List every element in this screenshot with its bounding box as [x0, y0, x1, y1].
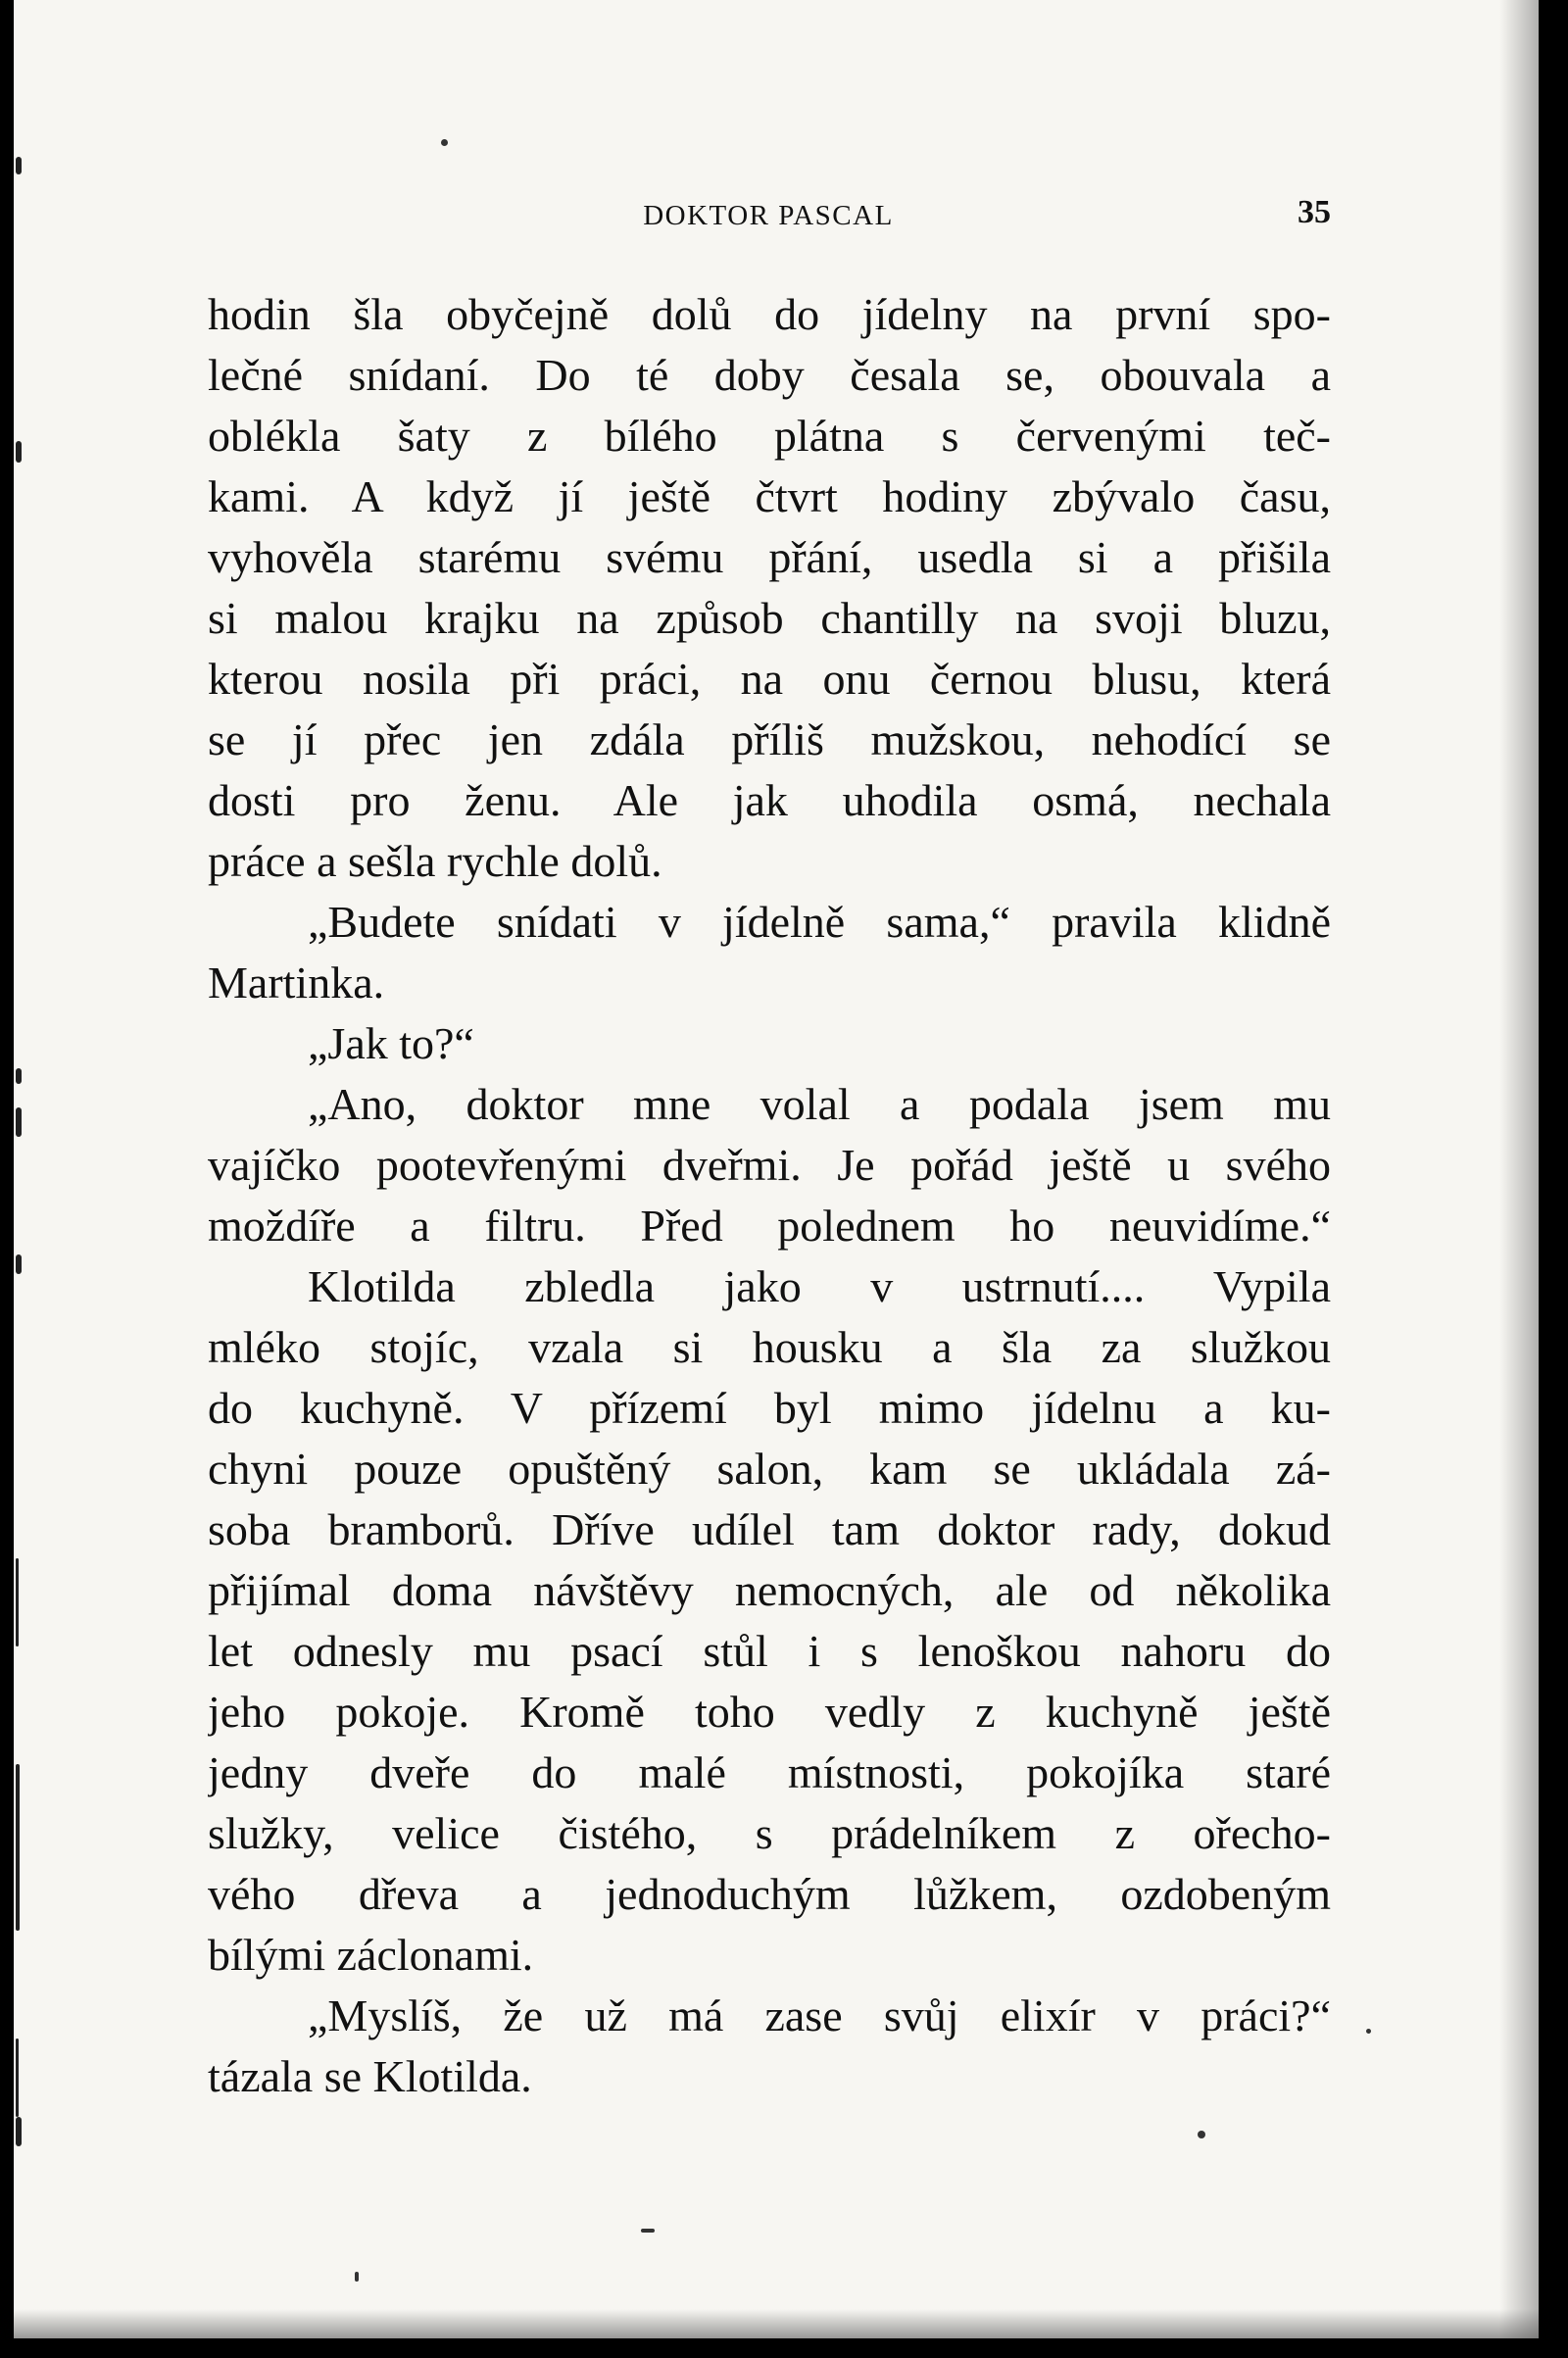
- text-line: se jí přec jen zdála příliš mužskou, nehodící se: [208, 714, 1331, 764]
- page-header: [206, 194, 1331, 239]
- text-line: let odnesly mu psací stůl i s lenoškou nahoru do: [208, 1626, 1331, 1676]
- text-line: lečné snídaní. Do té doby česala se, obouvala a: [208, 350, 1331, 400]
- text-line: vého dřeva a jednoduchým lůžkem, ozdobeným: [208, 1869, 1331, 1919]
- text-line: hodin šla obyčejně dolů do jídelny na první spo-: [208, 289, 1331, 339]
- text-line: bílými záclonami.: [208, 1930, 534, 1980]
- text-line: práce a sešla rychle dolů.: [208, 836, 662, 886]
- ink-speck: [441, 139, 448, 146]
- body-text: [208, 284, 1331, 2107]
- text-line: „Myslíš, že už má zase svůj elixír v práci?“: [308, 1990, 1331, 2040]
- text-line: soba bramborů. Dříve udílel tam doktor rady, dokud: [208, 1504, 1331, 1554]
- text-line: přijímal doma návštěvy nemocných, ale od několika: [208, 1565, 1331, 1615]
- page-edge-marks: [14, 0, 43, 2338]
- text-line: mléko stojíc, vzala si housku a šla za služkou: [208, 1322, 1331, 1372]
- text-line: „Ano, doktor mne volal a podala jsem mu: [308, 1079, 1331, 1129]
- page-right-shadow: [1499, 0, 1539, 2338]
- text-line: kterou nosila při práci, na onu černou blusu, která: [208, 654, 1331, 704]
- running-title: DOKTOR PASCAL: [643, 200, 894, 231]
- page-number: 35: [1298, 194, 1331, 230]
- text-line: chyni pouze opuštěný salon, kam se ukládala zá-: [208, 1444, 1331, 1494]
- page-bottom-shadow: [14, 2309, 1539, 2338]
- text-line: jedny dveře do malé místnosti, pokojíka staré: [208, 1747, 1331, 1797]
- text-line: služky, velice čistého, s prádelníkem z ořecho-: [208, 1808, 1331, 1858]
- text-line: „Budete snídati v jídelně sama,“ pravila klidně: [308, 897, 1331, 947]
- text-line: Martinka.: [208, 958, 385, 1007]
- text-line: do kuchyně. V přízemí byl mimo jídelnu a ku-: [208, 1383, 1331, 1433]
- text-line: kami. A když jí ještě čtvrt hodiny zbývalo času,: [208, 471, 1331, 521]
- text-line: Klotilda zbledla jako v ustrnutí.... Vypila: [308, 1261, 1331, 1311]
- ink-speck: [641, 2229, 655, 2233]
- ink-speck: [1366, 2029, 1371, 2034]
- book-page: [14, 0, 1539, 2338]
- text-line: oblékla šaty z bílého plátna s červenými teč-: [208, 411, 1331, 461]
- ink-speck: [355, 2272, 359, 2282]
- text-line: moždíře a filtru. Před polednem ho neuvidíme.“: [208, 1201, 1331, 1251]
- text-line: „Jak to?“: [308, 1018, 474, 1068]
- text-line: si malou krajku na způsob chantilly na svoji bluzu,: [208, 593, 1331, 643]
- text-line: vajíčko pootevřenými dveřmi. Je pořád ještě u svého: [208, 1140, 1331, 1190]
- ink-speck: [1198, 2131, 1205, 2138]
- text-line: jeho pokoje. Kromě toho vedly z kuchyně ještě: [208, 1687, 1331, 1737]
- text-line: tázala se Klotilda.: [208, 2051, 532, 2101]
- text-line: dosti pro ženu. Ale jak uhodila osmá, nechala: [208, 775, 1331, 825]
- text-line: vyhověla starému svému přání, usedla si a přišila: [208, 532, 1331, 582]
